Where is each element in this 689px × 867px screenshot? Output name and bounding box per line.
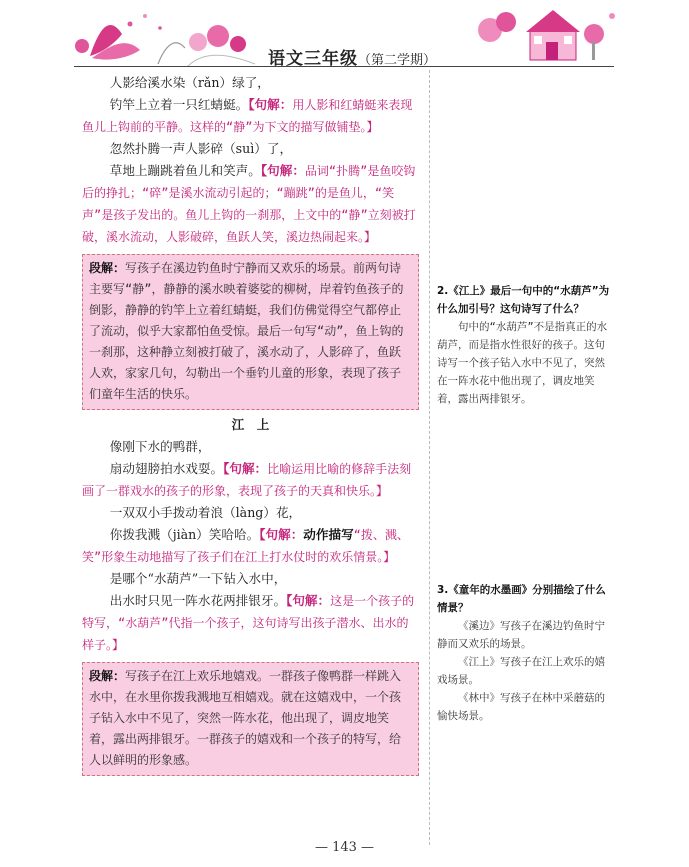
paragraph-analysis-label: 段解： (89, 669, 126, 683)
answer-text: 句中的“水葫芦”不是指真正的水葫芦，而是指水性很好的孩子。这句诗写一个孩子钻入水中不见了，突然在一阵水花中他出现了，调皮地笑着，露出两排银牙。 (437, 321, 608, 405)
sentence-note-label: 【句解： (223, 461, 268, 476)
column-divider (429, 70, 430, 845)
sidebar-question-3 (437, 581, 615, 725)
sentence-note-label: 【句解： (248, 97, 293, 112)
poem-line-2-text: 钓竿上立着一只红蜻蜓。 (109, 97, 249, 112)
book-title (268, 44, 436, 69)
sentence-note: 这是一个孩子的特写，“水葫芦”代指一个孩子，这句诗写出孩子潜水、出水的样子。】 (82, 594, 415, 652)
paragraph-analysis-label: 段解： (89, 261, 126, 275)
question-text: 2.《江上》最后一句中的“水葫芦”为什么加引号？这句诗写了什么？ (437, 285, 610, 315)
poem-line-10-text: 出水时只见一阵水花两排银牙。 (109, 593, 287, 608)
poem-line-10 (82, 590, 419, 656)
book-title-sub: （第二学期） (358, 53, 437, 68)
paragraph-analysis-text: 写孩子在江上欢乐地嬉戏。一群孩子像鸭群一样跳入水中，在水里你拨我溅地互相嬉戏。就在这嬉戏中，一个孩子钻入水中不见了，突然一阵水花，他出现了，调皮地笑着，露出两排银牙。一群孩子的嬉戏和一个孩子的特写，给人以鲜明的形象感。 (89, 669, 402, 767)
poem-line-6-text: 扇动翅膀拍水戏耍。 (109, 461, 224, 476)
poem-line-6 (82, 458, 419, 502)
page-header (0, 0, 689, 72)
sentence-note: 比喻运用比喻的修辞手法刻画了一群戏水的孩子的形象，表现了孩子的天真和快乐。】 (82, 462, 412, 498)
answer-text: 《林中》写孩子在林中采蘑菇的愉快场景。 (437, 692, 605, 722)
poem-title: 江 上 (231, 417, 270, 432)
sidebar-question-2 (437, 282, 615, 408)
main-column (82, 72, 419, 776)
paragraph-analysis-box (82, 254, 419, 410)
sentence-note: 用人影和红蜻蜓来表现鱼儿上钩前的平静。这样的“静”为下文的描写做铺垫。】 (82, 98, 413, 134)
poem-line-9: 是哪个“水葫芦”一下钻入水中， (109, 571, 287, 586)
poem-line-2 (82, 94, 419, 138)
answer-text: 《江上》写孩子在江上欢乐的嬉戏场景。 (437, 656, 605, 686)
sentence-note-label: 【句解： (286, 593, 331, 608)
poem-line-8-text: 你拨我溅（jiàn）笑哈哈。 (109, 527, 260, 542)
answer-text: 《溪边》写孩子在溪边钓鱼时宁静而又欢乐的场景。 (437, 620, 605, 650)
sentence-note-label: 【句解： (259, 527, 304, 542)
question-text: 3.《童年的水墨画》分别描绘了什么情景？ (437, 584, 606, 614)
sentence-note-keyword: 动作描写 (303, 527, 354, 542)
poem-line-4 (82, 160, 419, 248)
poem-line-4-text: 草地上蹦跳着鱼儿和笑声。 (109, 163, 261, 178)
paragraph-analysis-text: 写孩子在溪边钓鱼时宁静而又欢乐的场景。前两句诗主要写“静”，静静的溪水映着婆娑的柳树，岸着钓鱼孩子的倒影，静静的钓竿上立着红蜻蜓，我们仿佛觉得空气都停止了流动，似乎大家都怕鱼受惊。最后一句写“动”，鱼上钩的一刹那，这种静立刻被打破了，溪水动了，人影碎了，鱼跃人欢，家家几句，勾勒出一个垂钓儿童的形象，表现了孩子们童年生活的快乐。 (89, 261, 404, 401)
sentence-note: “拨、溅、笑”形象生动地描写了孩子们在江上打水仗时的欢乐情景。】 (82, 528, 409, 564)
poem-line-5: 像刚下水的鸭群， (109, 439, 211, 454)
sentence-note: 品词“扑腾”是鱼咬钩后的挣扎；“碎”是溪水流动引起的；“蹦跳”的是鱼儿，“笑声”是孩子发出的。鱼儿上钩的一刹那，上文中的“静”立刻被打破，溪水流动，人影破碎，鱼跃人笑，溪边热闹起来。】 (82, 164, 416, 244)
poem-line-7: 一双双小手拨动着浪（làng）花， (109, 505, 302, 520)
house-decoration-icon (470, 4, 620, 68)
book-title-main: 语文三年级 (268, 49, 358, 69)
poem-line-1: 人影给溪水染（rǎn）绿了， (109, 75, 270, 90)
paragraph-analysis-box (82, 662, 419, 776)
sentence-note-label: 【句解： (260, 163, 305, 178)
page-number: — 143 — (314, 840, 375, 855)
poem-line-3: 忽然扑腾一声人影碎（suì）了， (109, 141, 293, 156)
poem-line-8 (82, 524, 419, 568)
